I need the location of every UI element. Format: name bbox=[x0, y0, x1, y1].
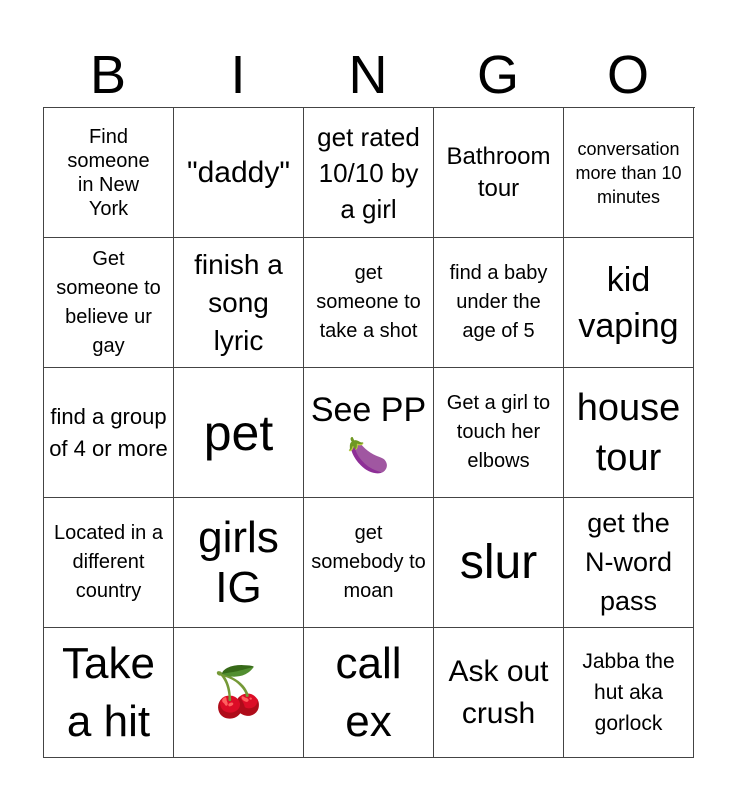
cell-text: finish a song lyric bbox=[194, 248, 283, 356]
bingo-header bbox=[43, 42, 693, 108]
bingo-card bbox=[43, 107, 695, 758]
bingo-cell[interactable] bbox=[564, 108, 694, 238]
bingo-cell[interactable] bbox=[44, 628, 174, 758]
cell-text: call ex bbox=[335, 638, 402, 746]
bingo-cell[interactable] bbox=[174, 108, 304, 238]
bingo-cell[interactable] bbox=[304, 628, 434, 758]
cell-text: Get someone to believe ur gay bbox=[56, 247, 161, 357]
bingo-cell[interactable] bbox=[304, 368, 434, 498]
cell-text: Find someone in New York bbox=[67, 125, 150, 220]
cell-text: See PP 🍆 bbox=[310, 390, 427, 475]
cell-text: find a baby under the age of 5 bbox=[449, 262, 548, 342]
header-letter-n: N bbox=[348, 45, 388, 105]
cherry-icon: 🍒 bbox=[208, 665, 269, 719]
bingo-cell[interactable] bbox=[564, 628, 694, 758]
cell-text: Bathroom tour bbox=[446, 142, 551, 202]
header-letter-o: O bbox=[606, 45, 649, 105]
bingo-cell[interactable] bbox=[44, 238, 174, 368]
bingo-cell[interactable] bbox=[304, 498, 434, 628]
cell-text: house tour bbox=[576, 386, 681, 479]
bingo-cell[interactable] bbox=[434, 498, 564, 628]
bingo-cell[interactable] bbox=[44, 108, 174, 238]
bingo-cell[interactable] bbox=[44, 368, 174, 498]
cell-text: Located in a different country bbox=[54, 522, 163, 602]
bingo-cell[interactable] bbox=[564, 238, 694, 368]
bingo-cell[interactable] bbox=[304, 238, 434, 368]
bingo-cell[interactable] bbox=[174, 628, 304, 758]
bingo-cell[interactable] bbox=[304, 108, 434, 238]
cell-text: get the N-word pass bbox=[584, 508, 672, 616]
cell-text: kid vaping bbox=[578, 260, 679, 345]
header-letter-b: B bbox=[89, 45, 127, 105]
bingo-cell[interactable] bbox=[434, 108, 564, 238]
bingo-cell[interactable] bbox=[564, 368, 694, 498]
cell-text: "daddy" bbox=[186, 155, 291, 189]
cell-text: pet bbox=[203, 404, 274, 461]
cell-text: get someone to take a shot bbox=[316, 262, 421, 342]
bingo-cell[interactable] bbox=[174, 498, 304, 628]
cell-text: get somebody to moan bbox=[311, 522, 426, 602]
cell-text: slur bbox=[459, 535, 538, 589]
bingo-cell[interactable] bbox=[434, 368, 564, 498]
bingo-cell[interactable] bbox=[434, 238, 564, 368]
cell-text: Take a hit bbox=[62, 638, 155, 746]
header-letter-i: I bbox=[230, 45, 246, 105]
cell-text: Jabba the hut aka gorlock bbox=[582, 650, 675, 735]
cell-text: Ask out crush bbox=[448, 654, 549, 730]
header-letter-g: G bbox=[476, 45, 519, 105]
bingo-cell[interactable] bbox=[174, 238, 304, 368]
bingo-cell[interactable] bbox=[174, 368, 304, 498]
cell-text: Get a girl to touch her elbows bbox=[446, 392, 551, 472]
bingo-cell[interactable] bbox=[434, 628, 564, 758]
cell-text: conversation more than 10 minutes bbox=[575, 138, 682, 207]
cell-text: girls IG bbox=[198, 512, 279, 612]
cell-text: find a group of 4 or more bbox=[49, 403, 168, 461]
bingo-cell[interactable] bbox=[564, 498, 694, 628]
bingo-cell[interactable] bbox=[44, 498, 174, 628]
cell-text: get rated 10/10 by a girl bbox=[317, 121, 420, 224]
